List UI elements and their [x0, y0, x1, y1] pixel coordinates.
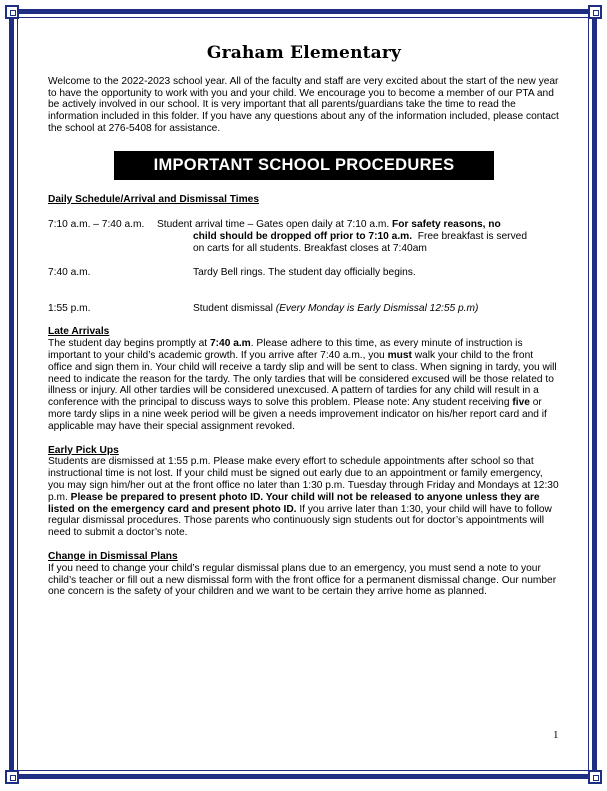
- procedures-banner: IMPORTANT SCHOOL PROCEDURES: [114, 151, 494, 180]
- late-text-3: walk your child to the front office and sign them in. Your child will receive a tardy slip and will be sent to class. When signing in tardy, you will need to indicate the reason for the tardy. The only tardies that will be considered excused will be those related to illness or injury. All other tardies will be considered unexcused. A pattern of tardies for any child will result in a conference with the principal to discuss ways to solve this problem. Please note: Any student receiving: [48, 349, 557, 409]
- late-arrivals-section: [48, 326, 560, 432]
- tardy-time: 7:40 a.m.: [48, 266, 91, 278]
- arrival-continued: [48, 231, 560, 243]
- late-bold-must: must: [387, 349, 412, 361]
- arrival-breakfast-line: on carts for all students. Breakfast closes at 7:40am: [193, 242, 427, 254]
- early-pickups-paragraph: [48, 456, 560, 539]
- late-arrivals-paragraph: [48, 338, 560, 432]
- arrival-safety-note-2: child should be dropped off prior to 7:10 a.m.: [193, 231, 413, 243]
- arrival-text: Student arrival time – Gates open daily at 7:10 a.m.: [157, 219, 390, 231]
- arrival-description: [157, 219, 560, 231]
- dismissal-description: [193, 303, 560, 315]
- dismissal-change-section: [48, 551, 560, 598]
- late-text-1: The student day begins promptly at: [48, 338, 210, 350]
- dismissal-time: 1:55 p.m.: [48, 302, 91, 314]
- early-text-2: If you arrive later than 1:30, your child will have to follow regular dismissal procedures. Those parents who continuously sign students out for doctor’s appointments will need to submit a doctor’s note.: [48, 503, 552, 539]
- late-text-4: or more tardy slips in a nine week period will be given a needs improvement indicator on his/her report card and if applicable may have their special assignment revoked.: [48, 397, 547, 432]
- schedule-heading: Daily Schedule/Arrival and Dismissal Times: [48, 193, 260, 205]
- schedule-row-arrival: [48, 219, 560, 231]
- schedule-row-dismissal: [48, 303, 560, 315]
- corner-ornament-bottom-right: [588, 770, 602, 784]
- arrival-time: 7:10 a.m. – 7:40 a.m.: [48, 219, 145, 231]
- early-pickups-heading: Early Pick Ups: [48, 444, 119, 456]
- dismissal-text: Student dismissal: [193, 302, 273, 314]
- schedule-row-tardy: [48, 267, 560, 279]
- schedule-table: [48, 219, 560, 314]
- early-text-1: Students are dismissed at 1:55 p.m. Please make every effort to schedule appointments after school so that instructional time is not lost. If your child must be signed out early due to an appointment or family emergency, you may sign him/her out at the front office no later than 1:30 p.m. Tuesday through Friday and Mondays at 12:30 p.m.: [48, 456, 559, 503]
- corner-ornament-top-left: [5, 5, 19, 19]
- tardy-description: Tardy Bell rings. The student day officially begins.: [193, 266, 416, 278]
- corner-ornament-bottom-left: [5, 770, 19, 784]
- late-arrivals-heading: Late Arrivals: [48, 326, 110, 338]
- document-body: [48, 43, 560, 598]
- early-bold-photo-id: Please be prepared to present photo ID. Your child will not be released to anyone unless they are listed on the emergency card and present photo ID.: [48, 491, 540, 515]
- late-text-2: . Please adhere to this time, as every minute of instruction is important to your child’s academic growth. If you arrive after 7:40 a.m., you: [48, 338, 523, 361]
- arrival-safety-note: For safety reasons, no: [392, 219, 501, 231]
- late-bold-five: five: [512, 397, 530, 409]
- dismissal-change-heading: Change in Dismissal Plans: [48, 550, 178, 562]
- page-title: Graham Elementary: [206, 43, 402, 63]
- dismissal-change-paragraph: If you need to change your child’s regular dismissal plans due to an emergency, you must send a note to your child’s teacher or fill out a new dismissal form with the front office for a permanent dismissal change. Our number one concern is the safety of your children and we want to be certain they arrive home as planned.: [48, 562, 557, 598]
- corner-ornament-top-right: [588, 5, 602, 19]
- page-number: 1: [553, 729, 559, 741]
- arrival-breakfast: Free breakfast is served: [417, 231, 527, 243]
- intro-paragraph: Welcome to the 2022-2023 school year. All of the faculty and staff are very excited about the start of the new year to have the opportunity to work with you and your child. We encourage you to become a member of our PTA and be actively involved in our school. It is very important that all parents/guardians take the time to read the information included in this folder. If you have any questions about any of the information included, please contact the school at 276-5408 for assistance.: [48, 75, 559, 134]
- early-pickups-section: [48, 445, 560, 539]
- dismissal-note: (Every Monday is Early Dismissal 12:55 p.m): [275, 302, 479, 314]
- late-bold-time: 7:40 a.m: [209, 338, 251, 350]
